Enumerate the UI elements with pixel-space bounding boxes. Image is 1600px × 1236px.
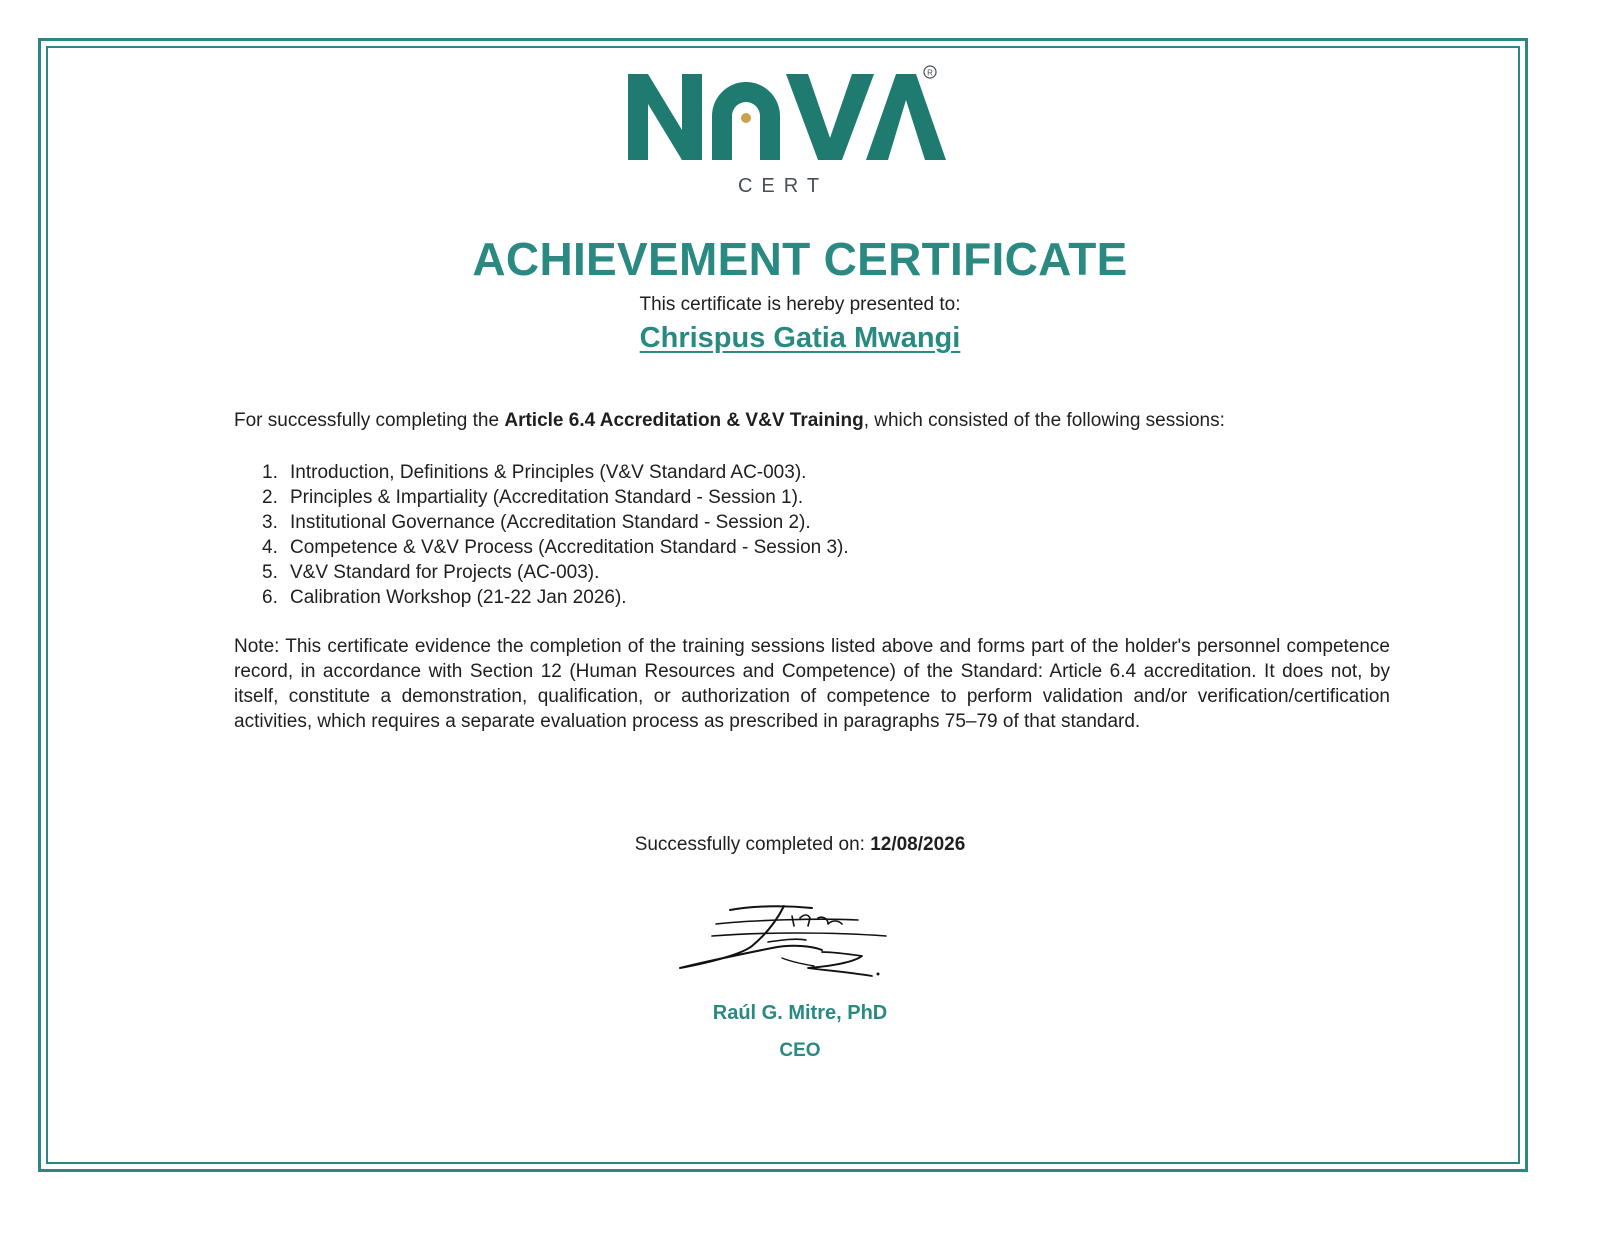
list-item-number: 4. — [262, 537, 278, 558]
signature-icon — [672, 896, 894, 988]
list-item — [262, 560, 1362, 585]
list-item-text: Calibration Workshop (21-22 Jan 2026). — [290, 587, 627, 608]
signer-role: CEO — [779, 1040, 821, 1061]
recipient-name — [0, 322, 1600, 355]
intro-after: , which consisted of the following sessions: — [863, 410, 1225, 431]
training-intro — [234, 410, 1394, 432]
list-item-text: Institutional Governance (Accreditation Standard - Session 2). — [290, 512, 811, 533]
list-item — [262, 510, 1362, 535]
list-item-number: 1. — [262, 462, 278, 483]
logo-subtext: CERT — [737, 175, 829, 197]
completion-line — [0, 834, 1600, 856]
sessions-list — [262, 460, 1362, 610]
list-item — [262, 535, 1362, 560]
list-item — [262, 485, 1362, 510]
list-item — [262, 460, 1362, 485]
list-item-number: 5. — [262, 562, 278, 583]
list-item-number: 2. — [262, 487, 278, 508]
list-item-text: Competence & V&V Process (Accreditation Standard - Session 3). — [290, 537, 849, 558]
list-item-number: 6. — [262, 587, 278, 608]
list-item — [262, 585, 1362, 610]
completed-date: 12/08/2026 — [870, 834, 966, 855]
list-item-text: Principles & Impartiality (Accreditation Standard - Session 1). — [290, 487, 804, 508]
svg-text:R: R — [927, 68, 933, 78]
certificate-note: Note: This certificate evidence the completion of the training sessions listed above and forms part of the holder's personnel competence record, in accordance with Section 12 (Human Resources and Competence) of the Standard: Article 6.4 accreditation. It does not, by itself, constitute a demonstration, qualification, or authorization of competence to perform validation and/or verification/certification activities, which requires a separate evaluation process as prescribed in paragraphs 75–79 of that standard. — [234, 636, 1390, 732]
intro-before: For successfully completing the — [234, 410, 505, 431]
signer-name: Raúl G. Mitre, PhD — [712, 1002, 888, 1024]
presented-to-text: This certificate is hereby presented to: — [639, 294, 961, 315]
completed-label: Successfully completed on: — [634, 834, 871, 855]
nova-cert-logo-icon — [620, 60, 950, 200]
list-item-text: Introduction, Definitions & Principles (V&V Standard AC-003). — [290, 462, 807, 483]
training-name: Article 6.4 Accreditation & V&V Training — [504, 410, 864, 431]
recipient-name-text: Chrispus Gatia Mwangi — [639, 322, 961, 354]
certificate-title: ACHIEVEMENT CERTIFICATE — [472, 233, 1128, 285]
list-item-number: 3. — [262, 512, 278, 533]
list-item-text: V&V Standard for Projects (AC-003). — [290, 562, 600, 583]
